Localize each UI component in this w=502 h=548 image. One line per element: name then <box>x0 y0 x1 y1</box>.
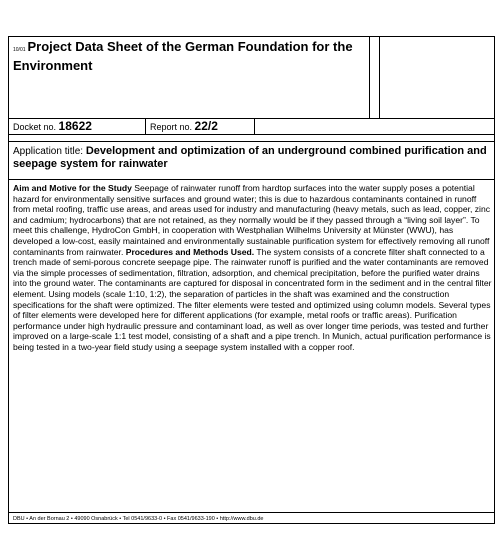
docket-label: Docket no. <box>13 122 57 132</box>
report-label: Report no. <box>150 122 193 132</box>
title-text: Project Data Sheet of the German Foundation for the Environment <box>13 39 353 73</box>
application-title <box>13 145 491 171</box>
divider <box>9 141 494 142</box>
methods-heading: Procedures and Methods Used. <box>125 246 255 257</box>
header-spacer-cell <box>370 37 380 118</box>
divider <box>9 134 494 135</box>
docket-cell <box>9 118 146 134</box>
summary-text <box>13 183 492 353</box>
footer-address: DBU • An der Bornau 2 • 49090 Osnabrück • Tel 0541/9633-0 • Fax 0541/9633-190 • http://www.dbu.de <box>13 516 264 522</box>
form-code: 10/01 <box>13 47 26 53</box>
header-cell <box>9 37 370 118</box>
application-text: Development and optimization of an underground combined purification and seepage system for rainwater <box>13 145 487 170</box>
docket-row <box>9 118 494 134</box>
aim-heading: Aim and Motive for the Study <box>13 183 132 193</box>
data-sheet <box>8 36 495 524</box>
report-cell <box>146 118 255 134</box>
docket-number: 18622 <box>58 119 92 133</box>
report-number: 22/2 <box>194 119 218 133</box>
aim-text: Seepage of rainwater runoff from hardtop surfaces into the water supply poses a potential hazard for environmentally sensitive surfaces and ground water; this is due to hazardous contaminants contained in runoff from metal roofing, traffic use areas, and areas used for industry and manufacturing (heavy metals, such as lead, copper, zinc and cadmium; hydrocarbons) that are not retained, as they normally would be if they passed through a “living soil layer”. To meet this challenge, HydroCon GmbH, in cooperation with Westphalian Wilhelms University at Münster (WWU), has developed a low-cost, easily maintained and environmentally sustainable purification system for effectively removing all runoff contaminants from rainwater. <box>13 183 491 257</box>
divider <box>9 512 494 513</box>
methods-text: The system consists of a concrete filter shaft connected to a trench made of semi-porous concrete seepage pipe. The rainwater runoff is purified and the water contaminants are removed via the simple processes of sedimentation, filtration, adsorption, and chemical precipitation, before the purified water drains into the ground water. The contaminants are captured for disposal in concentrated form in the sediment and in the central filter element. Using models (scale 1:10, 1:2), the separation of particles in the shaft was examined and the construction specifications for the shaft were optimized. The filter elements were tested and optimized using column models. Several types of filter elements were developed here for different applications (for example, metal roofs or traffic areas). Purification performance under high hydraulic pressure and contaminant load, as well as over longer time periods, was tested and further improved on a large-scale 1:1 test model, consisting of a shaft and a pipe trench. In Munich, actual purification performance is being tested in a two-year field study using a seepage system installed with a copper roof. <box>13 246 492 352</box>
application-label: Application title: <box>13 146 84 157</box>
divider <box>9 179 494 180</box>
page-title <box>13 39 363 73</box>
